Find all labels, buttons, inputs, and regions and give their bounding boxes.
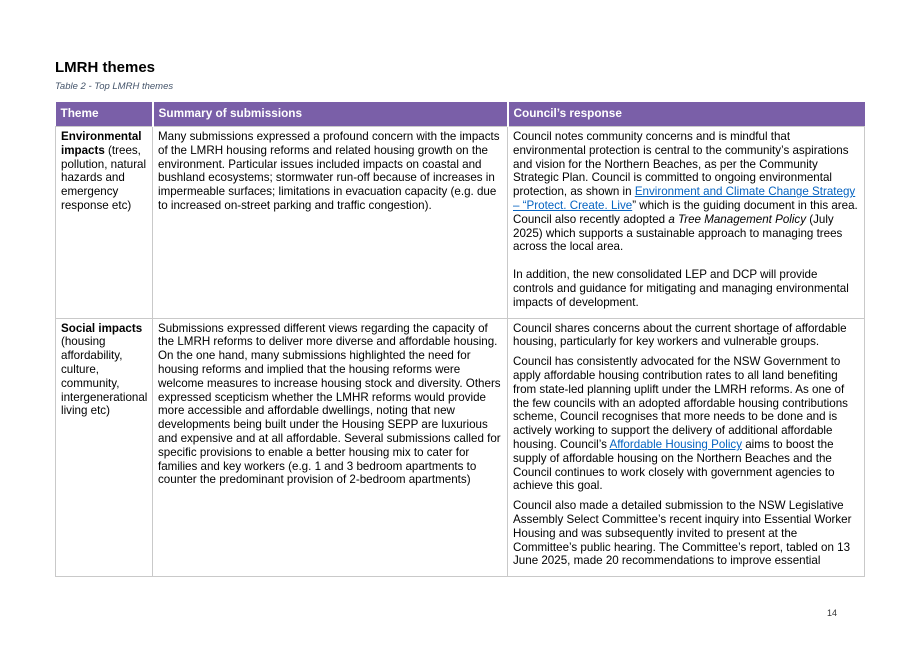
- theme-title: Environmental impacts: [61, 130, 142, 157]
- response-paragraph: Council also made a detailed submission to the NSW Legislative Assembly Select Committee’s recent inquiry into Essential Worker Housing and was subsequently invited to present at the Committee’s public hearing. The Committee’s report, tabled on 13 June 2025, made 20 recommendations to improve essential: [513, 499, 852, 568]
- theme-title: Social impacts: [61, 321, 143, 335]
- header-theme: Theme: [56, 102, 153, 127]
- response-text: Council notes community concerns and is mindful that environmental protection is central to the community’s aspirations and vision for the Northern Beaches, as per the Community Strategic Plan. Council is committed to ongoing environmental protection, as shown in: [513, 130, 849, 199]
- section-heading: LMRH themes: [55, 59, 156, 76]
- response-text: ” which is the guiding document in this area. Council also recently adopted: [513, 198, 858, 226]
- response-text: aims to boost the supply of affordable housing on the Northern Beaches and the Council continues to work closely with government agencies to achieve this goal.: [513, 437, 835, 493]
- summary-cell: Many submissions expressed a profound concern with the impacts of the LMRH housing reforms and related housing growth on the environment. Particular issues included impacts on coastal and bushland ecosystems; stormwater run-off because of increases in impermeable surfaces; limitations in evacuation capacity (e.g. due to increased on-street parking and traffic congestion).: [153, 127, 508, 319]
- page-number: 14: [827, 608, 838, 618]
- table-row: [56, 127, 865, 319]
- header-summary: Summary of submissions: [153, 102, 508, 127]
- response-cell: [508, 127, 865, 319]
- response-paragraph: Council shares concerns about the current shortage of affordable housing, particularly for key workers and vulnerable groups.: [513, 321, 847, 349]
- environment-strategy-link[interactable]: Environment and Climate Change Strategy – “Protect. Create. Live: [513, 185, 856, 212]
- theme-description: (trees, pollution, natural hazards and emergency response etc): [61, 143, 147, 212]
- response-cell: [508, 318, 865, 577]
- response-paragraph: [513, 130, 861, 254]
- summary-cell: Submissions expressed different views regarding the capacity of the LMRH reforms to deliver more diverse and affordable housing. On the one hand, many submissions highlighted the need for housing reforms and implied that the housing reforms were welcome measures to increase housing stock and diversity. Others expressed scepticism whether the LMHR reforms would provide more accessible and affordable dwellings, noting that new developments being built under the Housing SEPP are luxurious and expensive and at all affordable. Several submissions called for specific provisions to enable a better housing mix to cater for families and key workers (e.g. 1 and 3 bedroom apartments to counter the predominant provision of 2-bedroom apartments): [153, 318, 508, 577]
- response-paragraph: In addition, the new consolidated LEP and DCP will provide controls and guidance for mitigating and managing environmental impacts of development.: [513, 268, 849, 309]
- theme-cell: [56, 127, 153, 319]
- response-text: Council has consistently advocated for the NSW Government to apply affordable housing contribution rates to all land benefiting from state-led planning uplift under the LMRH reforms. As one of the few councils with an adopted affordable housing contributions scheme, Council recognises that more needs to be done and is actively working to support the delivery of additional affordable housing. Council’s: [513, 355, 848, 451]
- response-paragraph: [513, 355, 861, 493]
- tree-policy-text: a Tree Management Policy: [668, 212, 807, 226]
- table-header-row: [56, 102, 865, 127]
- header-response: Council’s response: [508, 102, 865, 127]
- affordable-housing-policy-link[interactable]: Affordable Housing Policy: [609, 437, 743, 451]
- lmrh-themes-table: [55, 102, 865, 577]
- response-text: (July 2025) which supports a sustainable approach to managing trees across the local area.: [513, 212, 843, 254]
- table-row: [56, 318, 865, 577]
- theme-cell: [56, 318, 153, 577]
- table-caption: Table 2 - Top LMRH themes: [55, 81, 174, 92]
- theme-description: (housing affordability, culture, community, intergenerational living etc): [61, 335, 148, 418]
